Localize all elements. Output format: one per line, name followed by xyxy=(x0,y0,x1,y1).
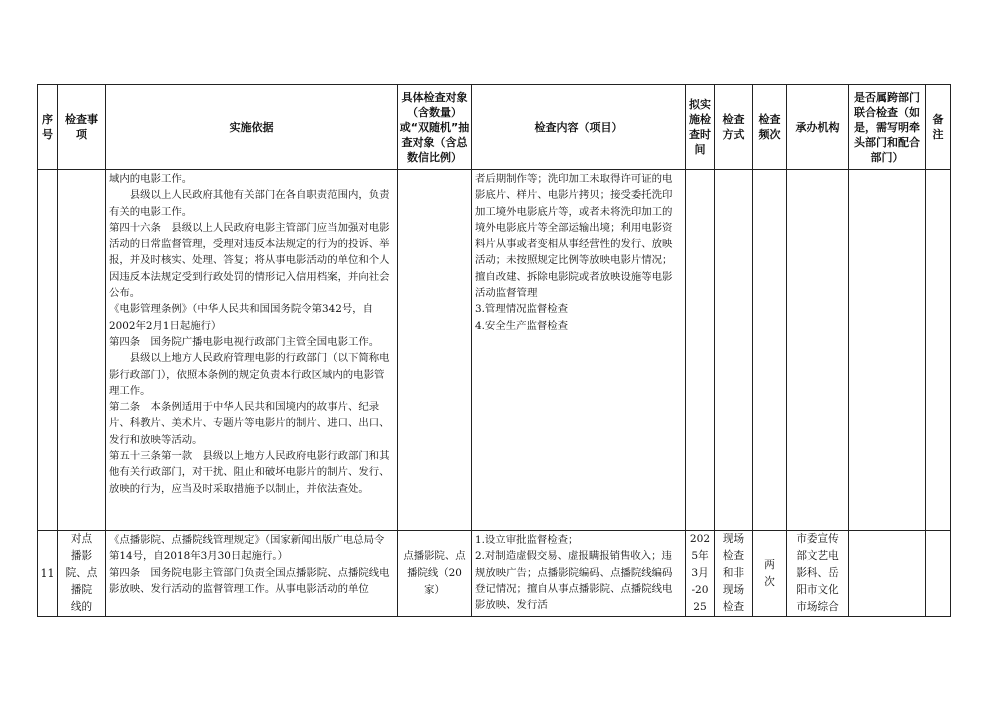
header-target: 具体检查对象（含数量）或“双随机”抽查对象（含总数信比例） xyxy=(398,85,472,170)
cell-note xyxy=(926,170,951,531)
cell-item: 对点 播影 院、点 播院 线的 xyxy=(58,531,106,617)
header-time: 拟实施检查时间 xyxy=(686,85,715,170)
cell-agency: 市委宣传 部文艺电 影科、岳 阳市文化 市场综合 xyxy=(787,531,849,617)
cell-cross xyxy=(849,531,926,617)
cell-basis: 《点播影院、点播院线管理规定》（国家新闻出版广电总局令第14号，自2018年3月30日起施行。） 第四条 国务院电影主管部门负责全国点播影院、点播院线电影放映、发行活动的监督管理工作。从事电影活动的单位 xyxy=(106,531,398,617)
cell-content: 1.设立审批监督检查； 2.对制造虚假交易、虚报瞒报销售收入；违规放映广告；点播影院编码、点播院线编码登记情况；擅自从事点播影院、点播院线电影放映、发行活 xyxy=(472,531,686,617)
header-cross: 是否属跨部门联合检查（如是，需写明牵头部门和配合部门） xyxy=(849,85,926,170)
cell-seq xyxy=(38,170,58,531)
cell-agency xyxy=(787,170,849,531)
cell-target: 点播影院、点播院线（20家） xyxy=(398,531,472,617)
cell-basis: 域内的电影工作。 县级以上人民政府其他有关部门在各自职责范围内，负责有关的电影工作。 第四十六条 县级以上人民政府电影主管部门应当加强对电影活动的日常监督管理，受理对违反本法规定的行为的投诉、举报，并及时核实、处理、答复；将从事电影活动的单位和个人因违反本法规定受到行政处罚的情形记入信用档案，并向社会公布。 《电影管理条例》（中华人民共和国国务院令第342号，自2002年2月1日起施行） 第四条 国务院广播电影电视行政部门主管全国电影工作。 县级以上地方人民政府管理电影的行政部门（以下简称电影行政部门），依照本条例的规定负责本行政区域内的电影管理工作。 第二条 本条例适用于中华人民共和国境内的故事片、纪录片、科教片、美术片、专题片等电影片的制片、进口、出口、发行和放映等活动。 第五十三条第一款 县级以上地方人民政府电影行政部门和其他有关行政部门，对干扰、阻止和破坏电影片的制片、发行、放映的行为，应当及时采取措施予以制止，并依法查处。 xyxy=(106,170,398,531)
cell-method: 现场 检查 和非 现场 检查 xyxy=(715,531,753,617)
cell-item xyxy=(58,170,106,531)
header-row xyxy=(38,85,951,170)
header-item: 检查事项 xyxy=(58,85,106,170)
header-freq: 检查频次 xyxy=(753,85,787,170)
header-basis: 实施依据 xyxy=(106,85,398,170)
header-method: 检查方式 xyxy=(715,85,753,170)
table-row xyxy=(38,170,951,531)
cell-time xyxy=(686,170,715,531)
cell-note xyxy=(926,531,951,617)
cell-method xyxy=(715,170,753,531)
cell-freq xyxy=(753,170,787,531)
inspection-plan-table xyxy=(37,84,951,617)
cell-content: 者后期制作等；洗印加工未取得许可证的电影底片、样片、电影片拷贝；接受委托洗印加工境外电影底片等，或者未将洗印加工的境外电影底片等全部运输出境；利用电影资料片从事或者变相从事经营性的发行、放映活动；未按照规定比例等放映电影片情况；擅自改建、拆除电影院或者放映设施等电影活动监督管理 3.管理情况监督检查 4.安全生产监督检查 xyxy=(472,170,686,531)
header-agency: 承办机构 xyxy=(787,85,849,170)
table-row xyxy=(38,531,951,617)
cell-target xyxy=(398,170,472,531)
header-seq: 序号 xyxy=(38,85,58,170)
cell-cross xyxy=(849,170,926,531)
cell-seq: 11 xyxy=(38,531,58,617)
header-content: 检查内容（项目） xyxy=(472,85,686,170)
cell-freq: 两 次 xyxy=(753,531,787,617)
cell-time: 202 5年 3月 -20 25 xyxy=(686,531,715,617)
header-note: 备注 xyxy=(926,85,951,170)
